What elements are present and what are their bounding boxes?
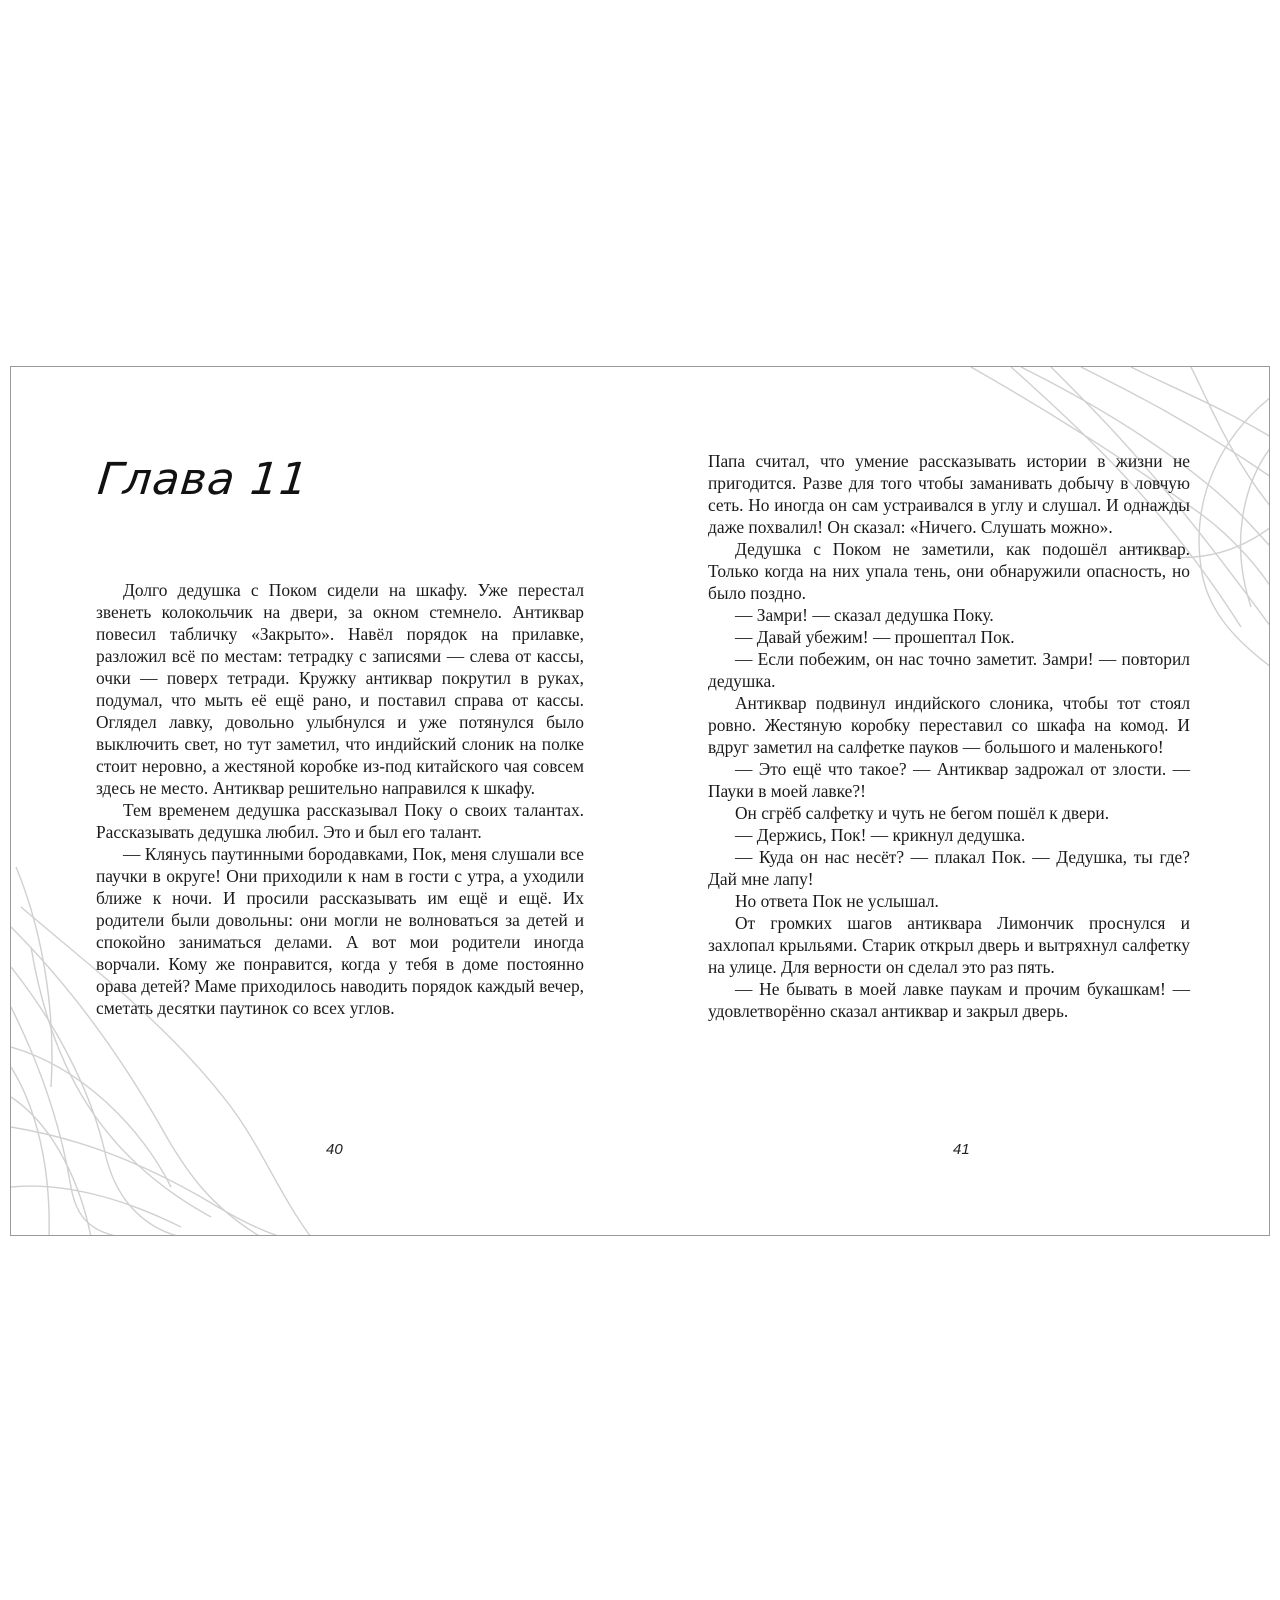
paragraph: — Клянусь паутинными бородавками, Пок, меня слушали все паучки в округе! Они приходили к нам в гости с утра, а уходили ближе к ночи. И просили рассказывать им ещё и ещё. Их родители были довольны: они могли не волноваться за детей и спокойно заниматься делами. А вот мои родители иногда ворчали. Кому же понравится, когда у тебя в доме постоянно орава детей? Маме приходилось наводить порядок каждый вечер, сметать десятки паутинок со всех углов. [96,844,584,1018]
page-number-right: 41 [953,1141,970,1158]
paragraph: — Давай убежим! — прошептал Пок. [735,627,1015,647]
right-page-text [708,450,1190,1022]
paragraph: — Куда он нас несёт? — плакал Пок. — Дедушка, ты где? Дай мне лапу! [708,847,1190,889]
paragraph: Папа считал, что умение рассказывать истории в жизни не пригодится. Разве для того чтобы заманивать добычу в ловчую сеть. Но иногда он сам устраивался в углу и слушал. И однажды даже похвалил! Он сказал: «Ничего. Слушать можно». [708,451,1190,537]
paragraph: Но ответа Пок не услышал. [735,891,939,911]
paragraph: — Не бывать в моей лавке паукам и прочим букашкам! — удовлетворённо сказал антиквар и закрыл дверь. [708,979,1190,1021]
paragraph: — Держись, Пок! — крикнул дедушка. [735,825,1026,845]
paragraph: Тем временем дедушка рассказывал Поку о своих талантах. Рассказывать дедушка любил. Это и был его талант. [96,800,584,842]
paragraph: Он сгрёб салфетку и чуть не бегом пошёл к двери. [735,803,1110,823]
left-page-text [96,579,584,1019]
paragraph: — Это ещё что такое? — Антиквар задрожал от злости. — Пауки в моей лавке?! [708,759,1190,801]
paragraph: Дедушка с Поком не заметили, как подошёл антиквар. Только когда на них упала тень, они обнаружили опасность, но было поздно. [708,539,1190,603]
paragraph: Долго дедушка с Поком сидели на шкафу. Уже перестал звенеть колокольчик на двери, за окном стемнело. Антиквар повесил табличку «Закрыто». Навёл порядок на прилавке, разложил всё по местам: тетрадку с записями — слева от кассы, очки — поверх тетради. Кружку антиквар покрутил в руках, подумал, что мыть её ещё рано, и поставил справа от кассы. Оглядел лавку, довольно улыбнулся и уже потянулся было выключить свет, но тут заметил, что индийский слоник на полке стоит неровно, а жестяной коробке из-под китайского чая совсем здесь не место. Антиквар решительно направился к шкафу. [96,580,584,798]
chapter-title: Глава 11 [95,454,312,505]
paragraph: От громких шагов антиквара Лимончик проснулся и захлопал крыльями. Старик открыл дверь и вытряхнул салфетку на улице. Для верности он сделал это раз пять. [708,913,1190,977]
paragraph: — Замри! — сказал дедушка Поку. [735,605,994,625]
paragraph: — Если побежим, он нас точно заметит. Замри! — повторил дедушка. [708,649,1190,691]
page-number-left: 40 [326,1141,343,1158]
book-spread [10,366,1270,1236]
paragraph: Антиквар подвинул индийского слоника, чтобы тот стоял ровно. Жестяную коробку переставил со шкафа на комод. И вдруг заметил на салфетке пауков — большого и маленького! [708,693,1190,757]
